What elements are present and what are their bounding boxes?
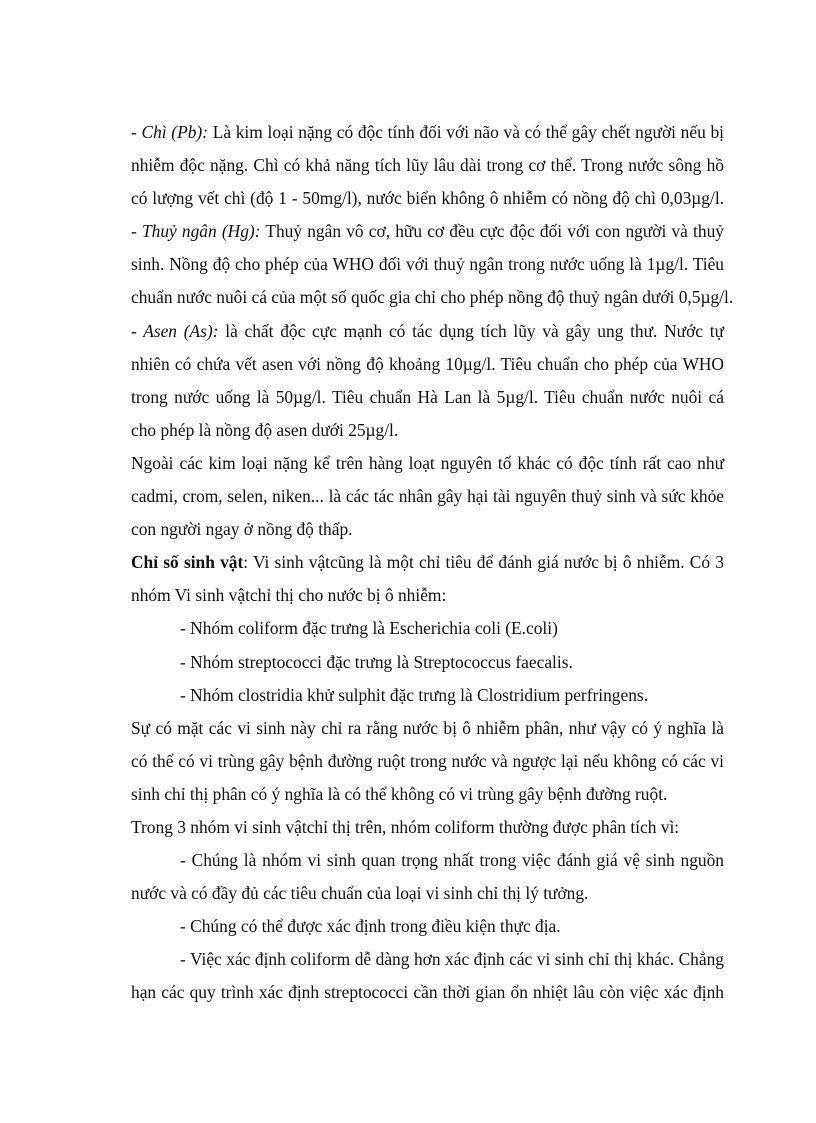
- hg-paragraph-line-3: chuẩn nước nuôi cá của một số quốc gia chỉ cho phép nồng độ thuỷ ngân dưới 0,5µg/l.: [131, 287, 734, 308]
- as-paragraph-line-3: trong nước uống là 50µg/l. Tiêu chuẩn Hà Lan là 5µg/l. Tiêu chuẩn nước nuôi cá: [131, 386, 724, 407]
- as-paragraph-line-4: cho phép là nồng độ asen dưới 25µg/l.: [131, 419, 399, 440]
- coliform-reason-3-line-1: - Việc xác định coliform dễ dàng hơn xác định các vi sinh chỉ thị khác. Chẳng: [180, 949, 724, 970]
- group-item-coliform: - Nhóm coliform đặc trưng là Escherichia coli (E.coli): [180, 618, 558, 639]
- other-metals-line-2: cadmi, crom, selen, niken... là các tác nhân gây hại tài nguyên thuỷ sinh và sức khỏe: [131, 486, 724, 507]
- hg-text-1: Thuỷ ngân vô cơ, hữu cơ đều cực độc đối với con người và thuỷ: [265, 221, 724, 242]
- bio-index-text-1: : Vi sinh vậtcũng là một chỉ tiêu để đánh giá nước bị ô nhiễm. Có 3: [243, 552, 724, 573]
- other-metals-line-1: Ngoài các kim loại nặng kể trên hàng loạt nguyên tố khác có độc tính rất cao như: [131, 452, 724, 473]
- bio-index-line-2: nhóm Vi sinh vậtchỉ thị cho nước bị ô nhiễm:: [131, 585, 447, 606]
- coliform-reason-1-line-1: - Chúng là nhóm vi sinh quan trọng nhất trong việc đánh giá vệ sinh nguồn: [180, 850, 724, 871]
- as-text-1: là chất độc cực mạnh có tác dụng tích lũy và gây ung thư. Nước tự: [225, 320, 725, 341]
- as-paragraph-line-2: nhiên có chứa vết asen với nồng độ khoảng 10µg/l. Tiêu chuẩn cho phép của WHO: [131, 353, 724, 374]
- pb-label: - Chì (Pb):: [131, 122, 208, 142]
- pb-paragraph-line-1: [131, 116, 724, 149]
- bio-index-line-1: [131, 546, 724, 579]
- presence-line-3: sinh chỉ thị phân có ý nghĩa là có thể không có vi trùng gây bệnh đường ruột.: [131, 783, 668, 804]
- pb-paragraph-line-2: nhiễm độc nặng. Chì có khả năng tích lũy lâu dài trong cơ thể. Trong nước sông hồ: [131, 155, 724, 176]
- document-body: [131, 116, 734, 1010]
- presence-line-2: có thể có vi trùng gây bệnh đường ruột trong nước và ngược lại nếu không có các vi: [131, 750, 724, 771]
- coliform-intro: Trong 3 nhóm vi sinh vậtchỉ thị trên, nhóm coliform thường được phân tích vì:: [131, 816, 680, 837]
- pb-paragraph-line-3: có lượng vết chì (độ 1 - 50mg/l), nước biển không ô nhiễm có nồng độ chì 0,03µg/l.: [131, 188, 724, 209]
- bio-index-label: Chỉ số sinh vật: [131, 552, 244, 573]
- coliform-reason-1-line-2: nước và có đầy đủ các tiêu chuẩn của loại vi sinh chỉ thị lý tưởng.: [131, 883, 589, 904]
- hg-label: - Thuỷ ngân (Hg):: [131, 221, 261, 242]
- as-paragraph-line-1: [131, 315, 724, 348]
- other-metals-line-3: con người ngay ở nồng độ thấp.: [131, 519, 353, 540]
- presence-line-1: Sự có mặt các vi sinh này chỉ ra rằng nước bị ô nhiễm phân, như vậy có ý nghĩa là: [131, 717, 724, 738]
- group-item-streptococci: - Nhóm streptococci đặc trưng là Streptococcus faecalis.: [180, 651, 573, 672]
- coliform-reason-2: - Chúng có thể được xác định trong điều kiện thực địa.: [180, 916, 561, 937]
- group-item-clostridia: - Nhóm clostridia khử sulphit đặc trưng là Clostridium perfringens.: [180, 684, 649, 705]
- pb-text-1: Là kim loại nặng có độc tính đối với não và có thể gây chết người nếu bị: [212, 122, 724, 142]
- coliform-reason-3-line-2: hạn các quy trình xác định streptococci cần thời gian ổn nhiệt lâu còn việc xác định: [131, 982, 724, 1003]
- hg-paragraph-line-1: [131, 215, 724, 248]
- as-label: - Asen (As):: [131, 320, 219, 341]
- hg-paragraph-line-2: sinh. Nồng độ cho phép của WHO đối với thuỷ ngân trong nước uống là 1µg/l. Tiêu: [131, 254, 724, 275]
